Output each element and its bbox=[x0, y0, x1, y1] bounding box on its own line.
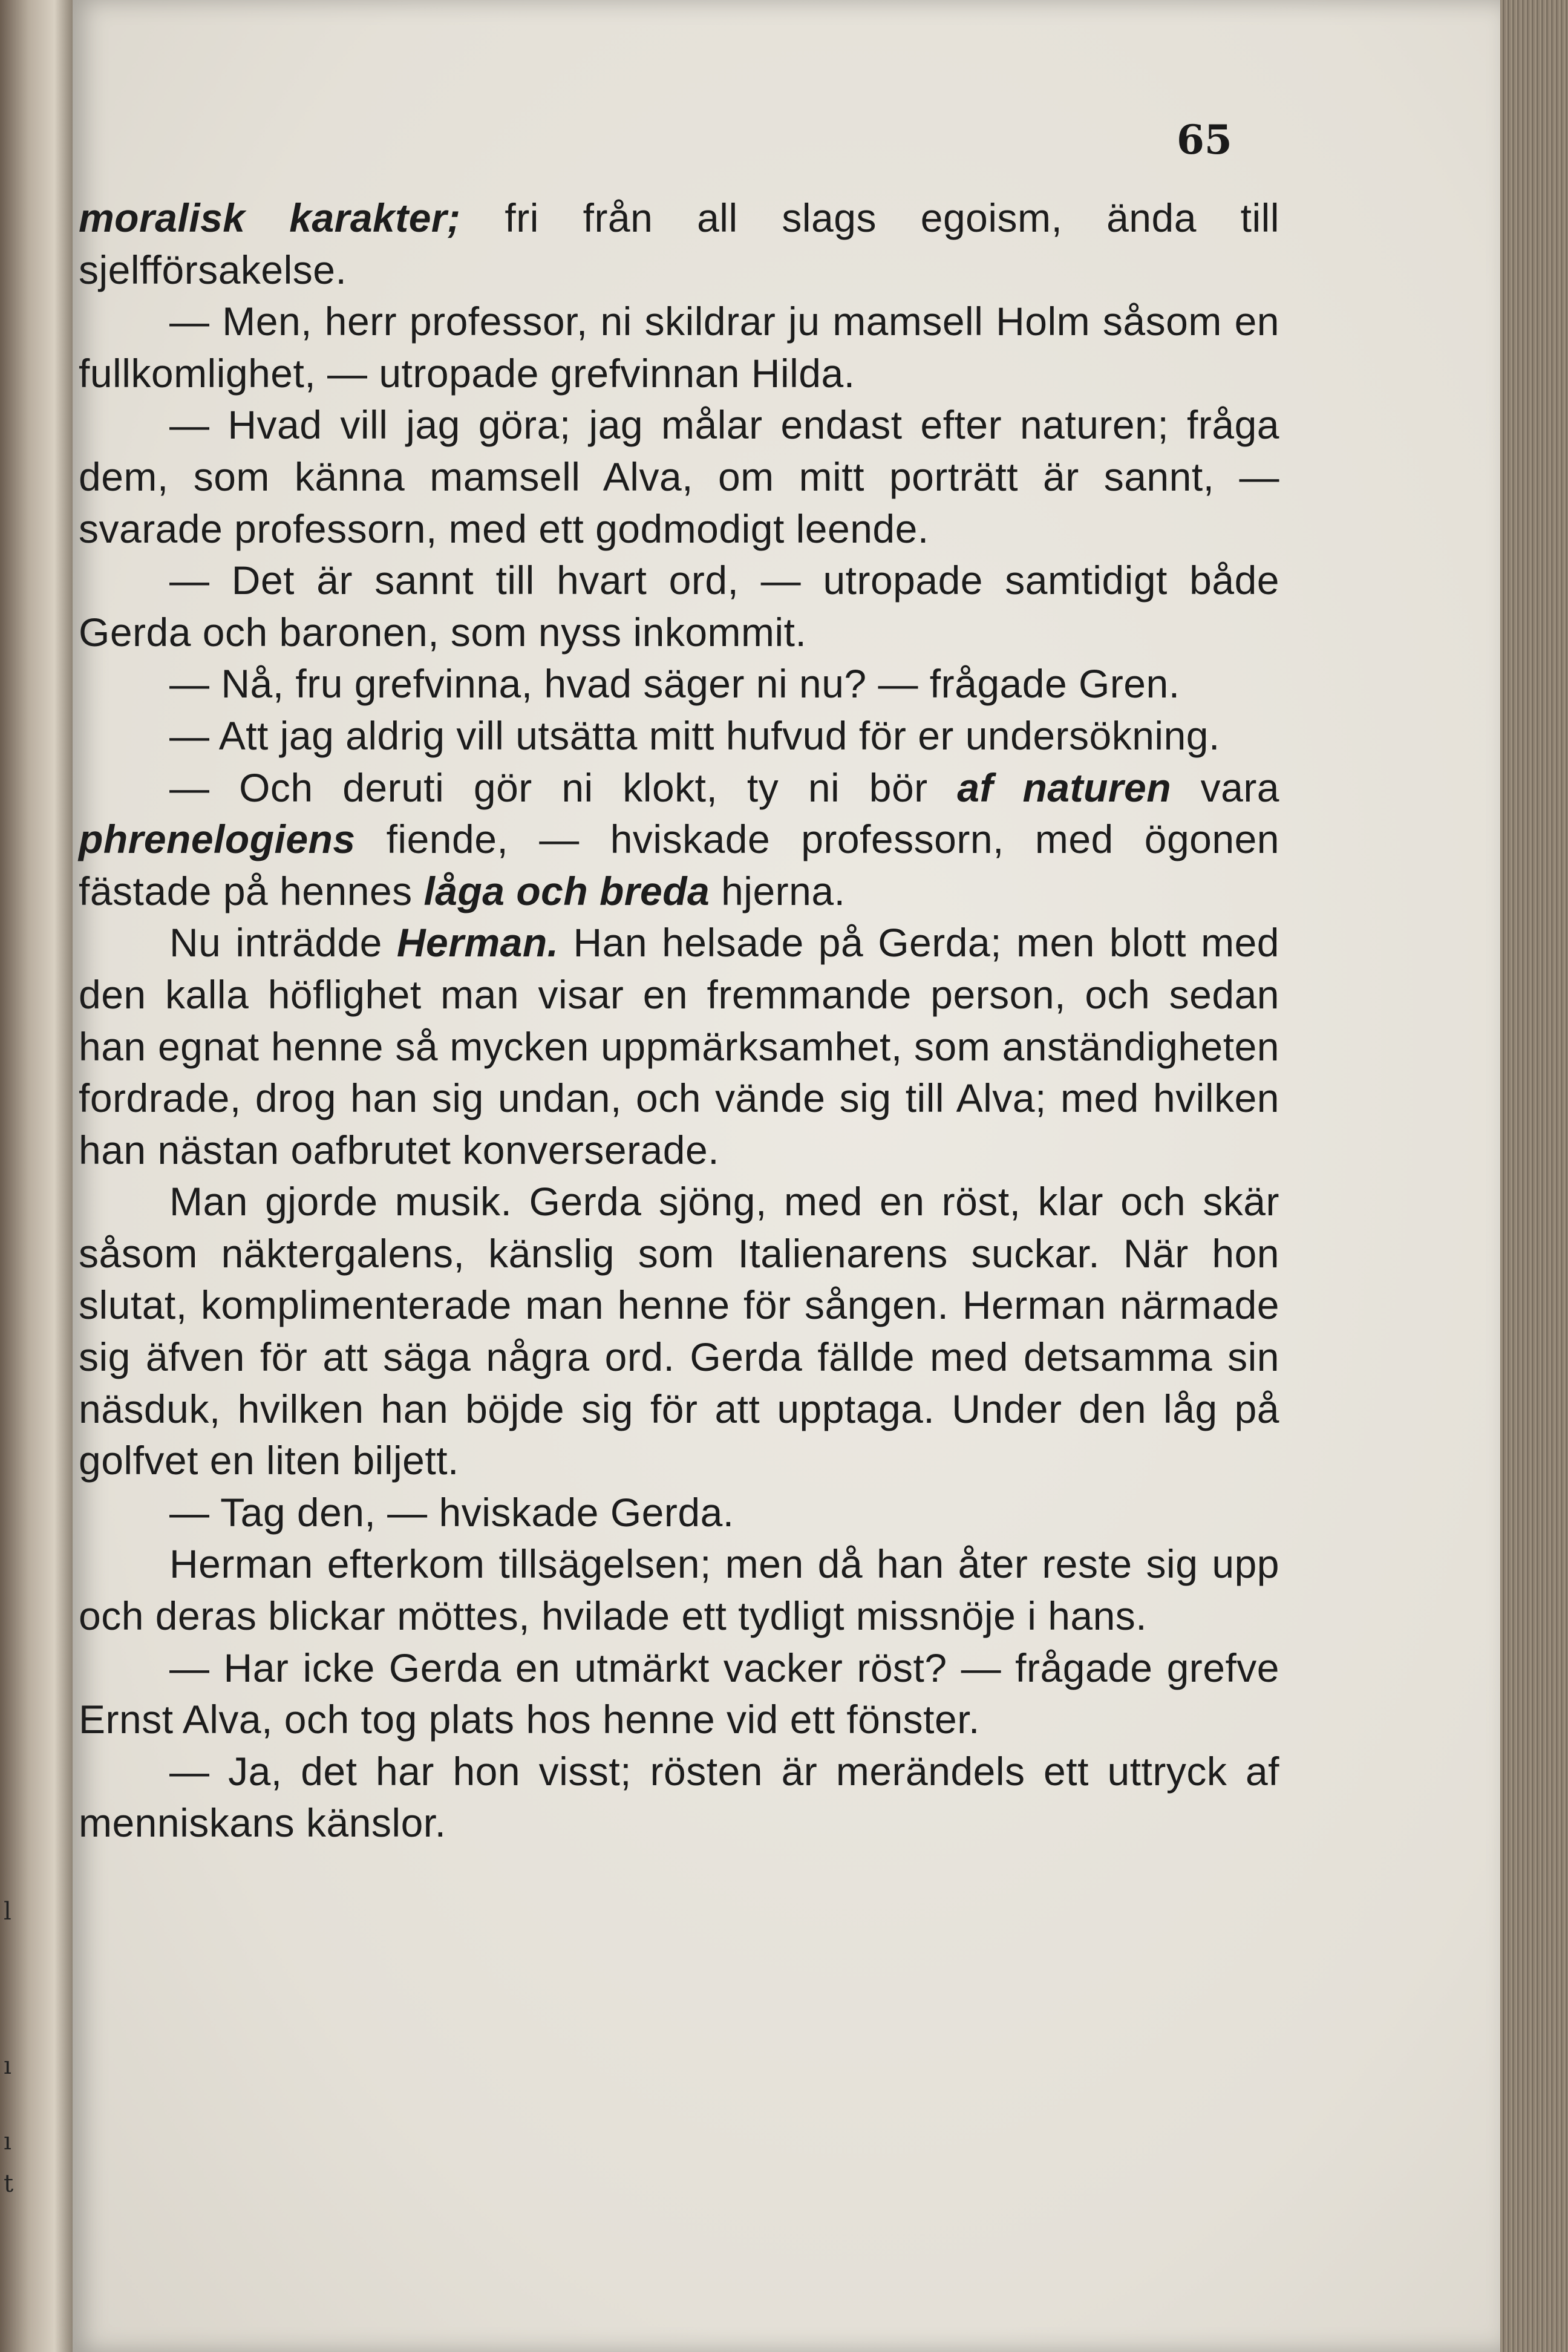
italic-text: af naturen bbox=[957, 765, 1172, 810]
facing-page-glyph: t bbox=[4, 2170, 14, 2198]
text-run: vara bbox=[1171, 765, 1279, 810]
text-run: Han helsade på Gerda; men blott med den kalla höflighet man visar en fremmande person, och sedan han egnat henne så mycken uppmärksamhet, som anständigheten fordrade, drog han sig undan, och vände sig till Alva; med hvilken han nästan oafbrutet konverserade. bbox=[79, 920, 1279, 1172]
facing-page-glyph: ı bbox=[4, 2128, 11, 2155]
facing-page-glyph: l bbox=[4, 1898, 11, 1926]
page-body-text bbox=[79, 192, 1279, 1849]
facing-page-glyph: ı bbox=[4, 2052, 11, 2080]
text-run: Nu inträdde bbox=[169, 920, 397, 965]
paragraph bbox=[79, 917, 1279, 1176]
text-run: — Har icke Gerda en utmärkt vacker röst? — frågade grefve Ernst Alva, och tog plats hos henne vid ett fönster. bbox=[79, 1645, 1279, 1742]
text-run: Herman efterkom tillsägelsen; men då han åter reste sig upp och deras blickar möttes, hvilade ett tydligt missnöje i hans. bbox=[79, 1541, 1279, 1639]
italic-text: phrenelogiens bbox=[79, 817, 356, 862]
paragraph bbox=[79, 1176, 1279, 1487]
page-number: 65 bbox=[1177, 116, 1232, 163]
italic-text: moralisk karakter; bbox=[79, 195, 461, 240]
paragraph bbox=[79, 1487, 1279, 1539]
text-run: fiende, — hviskade professorn, med ögonen fästade på hennes bbox=[79, 817, 1279, 913]
text-run: — Tag den, — hviskade Gerda. bbox=[169, 1489, 734, 1535]
paragraph bbox=[79, 710, 1279, 762]
text-run: — Att jag aldrig vill utsätta mitt hufvud för er undersökning. bbox=[169, 713, 1220, 758]
text-run: — Det är sannt till hvart ord, — utropade samtidigt både Gerda och baronen, som nyss inkommit. bbox=[79, 558, 1279, 655]
facing-page-edge bbox=[0, 0, 73, 2352]
paragraph bbox=[79, 399, 1279, 555]
text-run: — Men, herr professor, ni skildrar ju mamsell Holm såsom en fullkomlighet, — utropade grefvinnan Hilda. bbox=[79, 299, 1279, 396]
paragraph bbox=[79, 296, 1279, 399]
text-run: — Och deruti gör ni klokt, ty ni bör bbox=[169, 765, 958, 810]
italic-text: låga och breda bbox=[423, 868, 710, 913]
paragraph bbox=[79, 192, 1279, 296]
text-run: — Ja, det har hon visst; rösten är merändels ett uttryck af menniskans känslor. bbox=[79, 1748, 1279, 1846]
text-run: Man gjorde musik. Gerda sjöng, med en röst, klar och skär såsom näktergalens, känslig som Italienarens suckar. När hon slutat, komplimenterade man henne för sången. Herman närmade sig äfven för att säga några ord. Gerda fällde med detsamma sin näsduk, hvilken han böjde sig för att upptaga. Under den låg på golfvet en liten biljett. bbox=[79, 1179, 1279, 1483]
text-run: hjerna. bbox=[710, 868, 846, 913]
paragraph bbox=[79, 1538, 1279, 1642]
paragraph bbox=[79, 1642, 1279, 1746]
italic-text: Herman. bbox=[396, 920, 559, 965]
text-run: — Nå, fru grefvinna, hvad säger ni nu? — frågade Gren. bbox=[169, 661, 1180, 707]
paragraph bbox=[79, 762, 1279, 918]
paragraph bbox=[79, 1746, 1279, 1849]
text-run: — Hvad vill jag göra; jag målar endast efter naturen; fråga dem, som känna mamsell Alva, om mitt porträtt är sannt, — svarade professorn, med ett godmodigt leende. bbox=[79, 402, 1279, 551]
paragraph bbox=[79, 658, 1279, 710]
paragraph bbox=[79, 555, 1279, 658]
page-stack-edge bbox=[1500, 0, 1568, 2352]
text-run: fri från all slags egoism, ända till sjelfförsakelse. bbox=[79, 195, 1280, 292]
